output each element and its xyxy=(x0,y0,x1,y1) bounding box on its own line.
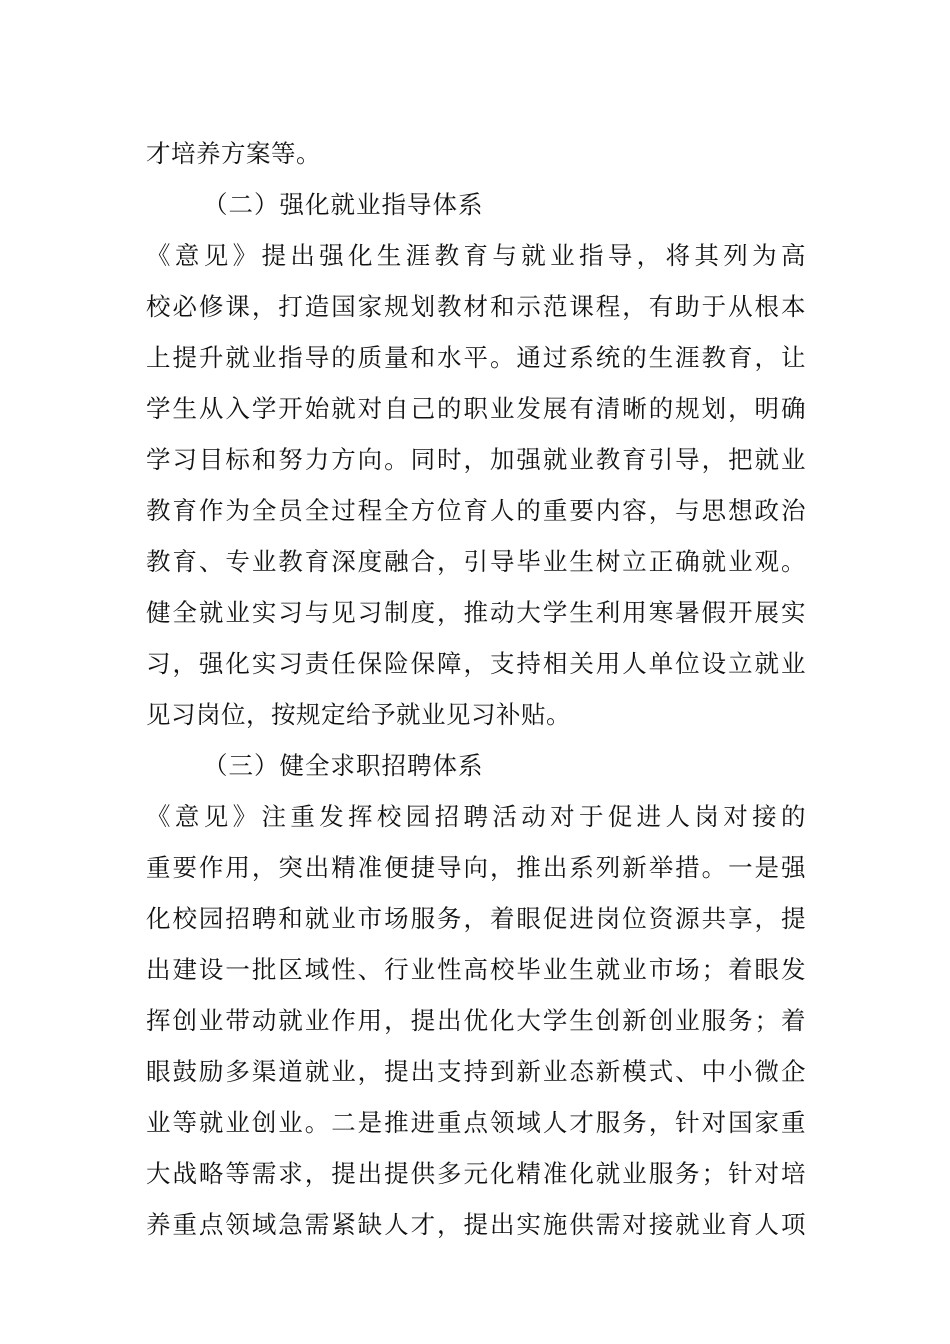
paragraph-line: 见习岗位，按规定给予就业见习补贴。 xyxy=(146,700,571,729)
section-heading: （三）健全求职招聘体系 xyxy=(203,751,484,780)
paragraph-line: 眼鼓励多渠道就业，提出支持到新业态新模式、中小微企 xyxy=(146,1057,806,1086)
paragraph-line: 出建设一批区域性、行业性高校毕业生就业市场；着眼发 xyxy=(146,955,806,984)
paragraph-line: 健全就业实习与见习制度，推动大学生利用寒暑假开展实 xyxy=(146,598,806,627)
document-body xyxy=(146,128,806,1250)
paragraph-line: 教育作为全员全过程全方位育人的重要内容，与思想政治 xyxy=(146,496,806,525)
paragraph-line: 学习目标和努力方向。同时，加强就业教育引导，把就业 xyxy=(146,445,806,474)
paragraph-line: 重要作用，突出精准便捷导向，推出系列新举措。一是强 xyxy=(146,853,806,882)
paragraph-line: 《意见》注重发挥校园招聘活动对于促进人岗对接的 xyxy=(146,802,806,831)
paragraph-line: 养重点领域急需紧缺人才，提出实施供需对接就业育人项 xyxy=(146,1210,806,1239)
paragraph-line: 业等就业创业。二是推进重点领域人才服务，针对国家重 xyxy=(146,1108,806,1137)
paragraph-line: 《意见》提出强化生涯教育与就业指导，将其列为高 xyxy=(146,241,806,270)
paragraph-line: 才培养方案等。 xyxy=(146,139,321,168)
paragraph-line: 校必修课，打造国家规划教材和示范课程，有助于从根本 xyxy=(146,292,806,321)
paragraph-line: 教育、专业教育深度融合，引导毕业生树立正确就业观。 xyxy=(146,547,806,576)
paragraph-line: 大战略等需求，提出提供多元化精准化就业服务；针对培 xyxy=(146,1159,806,1188)
paragraph-line: 化校园招聘和就业市场服务，着眼促进岗位资源共享，提 xyxy=(146,904,806,933)
section-heading: （二）强化就业指导体系 xyxy=(203,190,484,219)
paragraph-line: 上提升就业指导的质量和水平。通过系统的生涯教育，让 xyxy=(146,343,806,372)
paragraph-line: 习，强化实习责任保险保障，支持相关用人单位设立就业 xyxy=(146,649,806,678)
paragraph-line: 学生从入学开始就对自己的职业发展有清晰的规划，明确 xyxy=(146,394,806,423)
paragraph-line: 挥创业带动就业作用，提出优化大学生创新创业服务；着 xyxy=(146,1006,806,1035)
